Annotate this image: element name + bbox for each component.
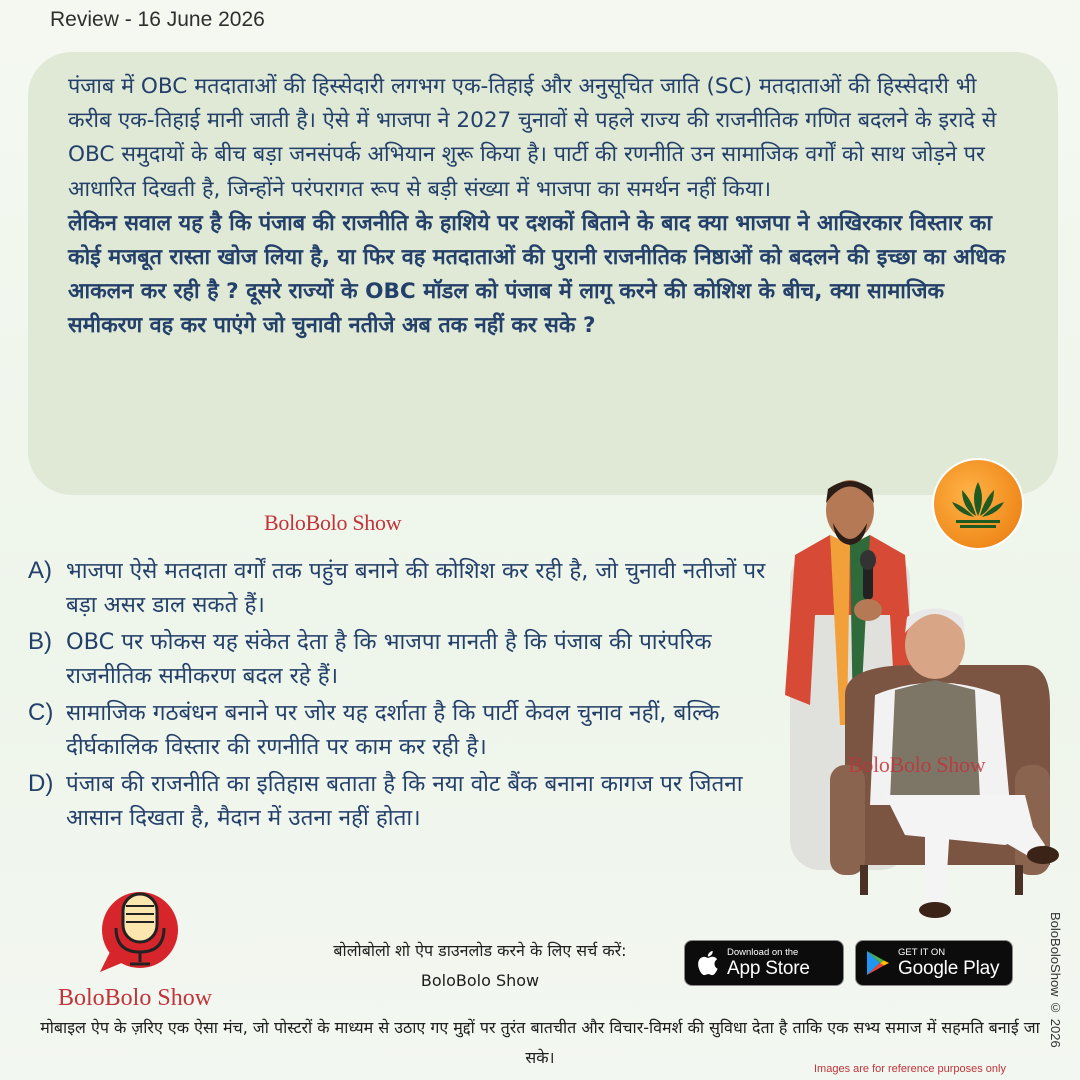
app-store-big: App Store (727, 958, 810, 980)
lotus-icon (932, 458, 1024, 550)
review-date: Review - 16 June 2026 (50, 8, 265, 31)
question-intro: पंजाब में OBC मतदाताओं की हिस्सेदारी लगभग एक-तिहाई और अनुसूचित जाति (SC) मतदाताओं की हिस्सेदारी भी करीब एक-तिहाई मानी जाती है। ऐसे में भाजपा ने 2027 चुनावों से पहले राज्य की राजनीतिक गणित बदलने के इरादे से OBC समुदायों के बीच बड़ा जनसंपर्क अभियान शुरू किया है। पार्टी की रणनीति उन सामाजिक वर्गों को साथ जोड़ने पर आधारित दिखती है, जिन्होंने परंपरागत रूप से बड़ी संख्या में भाजपा का समर्थन नहीं किया। (68, 74, 997, 202)
question-card (28, 52, 1058, 495)
google-play-icon (866, 950, 890, 976)
google-play-button[interactable] (855, 940, 1013, 986)
app-store-button[interactable] (684, 940, 844, 986)
search-prompt (290, 936, 670, 996)
options-list (28, 554, 788, 838)
search-term: BoloBolo Show (420, 971, 540, 990)
microphone-icon (90, 882, 182, 974)
google-play-small: GET IT ON (898, 946, 946, 958)
option-letter: A) (28, 557, 52, 584)
apple-icon (695, 949, 719, 977)
search-prompt-text: बोलोबोलो शो ऐप डाउनलोड करने के लिए सर्च करें: (333, 941, 627, 960)
option-text: भाजपा ऐसे मतदाता वर्गों तक पहुंच बनाने की कोशिश कर रही है, जो चुनावी नतीजों पर बड़ा असर डाल सकते हैं। (66, 558, 766, 618)
option-text: सामाजिक गठबंधन बनाने पर जोर यह दर्शाता है कि पार्टी केवल चुनाव नहीं, बल्कि दीर्घकालिक विस्तार की रणनीति पर काम कर रही है। (66, 700, 720, 760)
disclaimer: Images are for reference purposes only (814, 1063, 1006, 1075)
app-store-small: Download on the (727, 946, 799, 958)
footer-brand: BoloBolo Show (58, 985, 213, 1011)
option-d[interactable] (28, 767, 788, 835)
option-text: पंजाब की राजनीति का इतिहास बताता है कि नया वोट बैंक बनाना कागज पर जितना आसान दिखता है, मैदान में उतना नहीं होता। (66, 771, 743, 831)
option-letter: D) (28, 770, 54, 797)
brand-watermark: BoloBolo Show (264, 510, 402, 535)
option-b[interactable] (28, 625, 788, 693)
image-overlay-watermark: BoloBolo Show (848, 752, 986, 777)
option-text: OBC पर फोकस यह संकेत देता है कि भाजपा मानती है कि पंजाब की पारंपरिक राजनीतिक समीकरण बदल रहे हैं। (66, 629, 712, 689)
footer-description: मोबाइल ऐप के ज़रिए एक ऐसा मंच, जो पोस्टरों के माध्यम से उठाए गए मुद्दों पर तुरंत बातचीत और विचार-विमर्श की सुविधा देता है ताकि एक सभ्य समाज में सहमति बनाई जा सके। (40, 1018, 1040, 1067)
question-text: लेकिन सवाल यह है कि पंजाब की राजनीति के हाशिये पर दशकों बिताने के बाद क्या भाजपा ने आखिरकार विस्तार का कोई मजबूत रास्ता खोज लिया है, या फिर वह मतदाताओं की पुरानी राजनीतिक निष्ठाओं को बदलने की इच्छा का अधिक आकलन कर रही है ? दूसरे राज्यों के OBC मॉडल को पंजाब में लागू करने की कोशिश के बीच, क्या सामाजिक समीकरण वह कर पाएंगे जो चुनावी नतीजे अब तक नहीं कर सके ? (68, 210, 1006, 339)
side-copyright: BoloBoloShow © 2026 (1048, 912, 1063, 1048)
politicians-illustration (775, 465, 1060, 925)
google-play-big: Google Play (898, 958, 1000, 980)
option-letter: B) (28, 628, 52, 655)
option-a[interactable] (28, 554, 788, 622)
option-c[interactable] (28, 696, 788, 764)
option-letter: C) (28, 699, 54, 726)
